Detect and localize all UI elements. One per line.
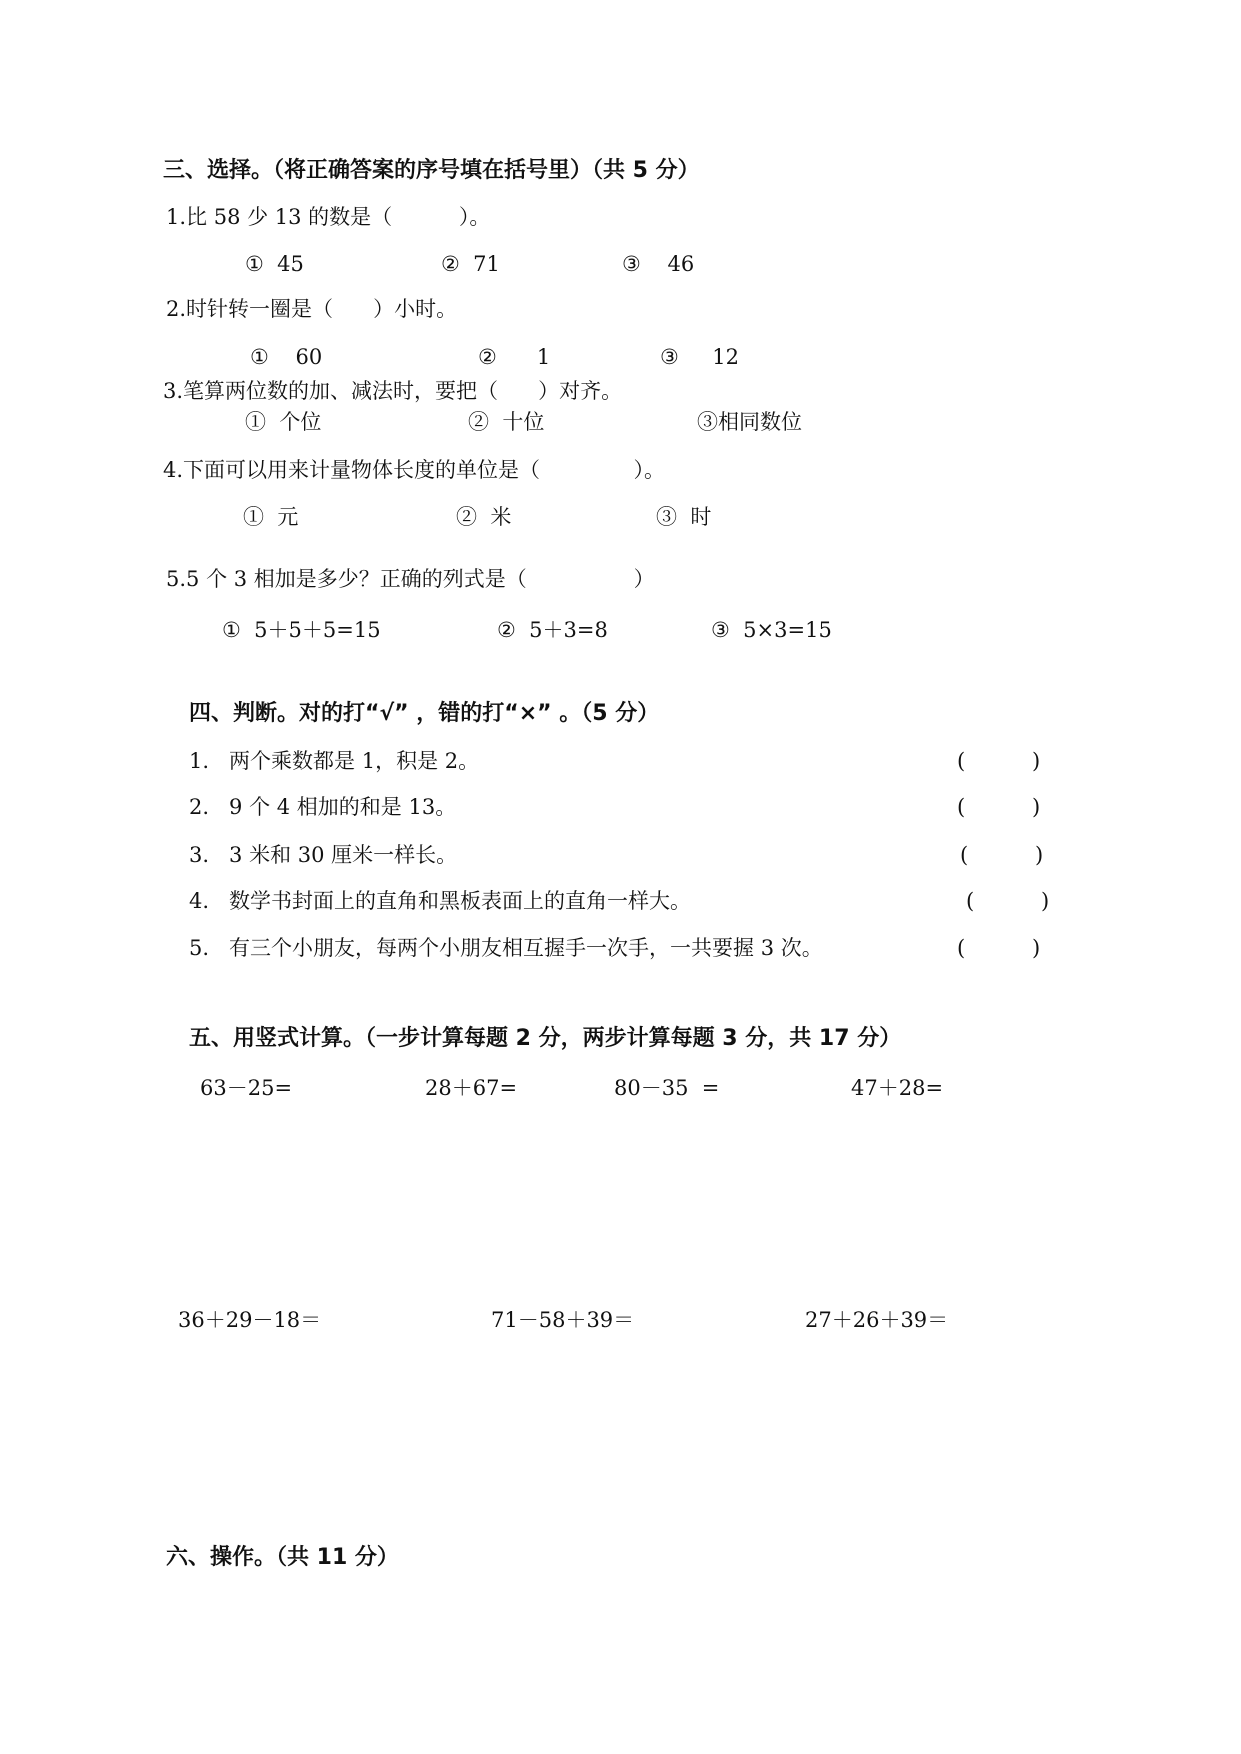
q1-option-2: ② 71 bbox=[441, 252, 500, 276]
judge-blank-3: ( ) bbox=[960, 843, 1044, 867]
question-4: 4.下面可以用来计量物体长度的单位是（ ）。 bbox=[163, 458, 665, 482]
section5-title: 五、用竖式计算。（一步计算每题 2 分，两步计算每题 3 分，共 17 分） bbox=[189, 1026, 902, 1051]
section4-title: 四、判断。对的打“√” ，错的打“×” 。（5 分） bbox=[189, 701, 660, 726]
q4-option-2: ② 米 bbox=[456, 505, 512, 529]
section6-title: 六、操作。（共 11 分） bbox=[166, 1545, 399, 1570]
judge-blank-1: ( ) bbox=[957, 749, 1041, 773]
q2-option-2: ② 1 bbox=[478, 345, 551, 369]
question-1: 1.比 58 少 13 的数是（ ）。 bbox=[166, 205, 491, 229]
judge-item-5: 5. 有三个小朋友，每两个小朋友相互握手一次手，一共要握 3 次。 bbox=[189, 936, 823, 960]
judge-blank-4: ( ) bbox=[966, 889, 1050, 913]
calc-3: 80－35 = bbox=[614, 1076, 720, 1100]
calc-6: 71－58＋39＝ bbox=[491, 1308, 635, 1332]
q3-option-3: ③相同数位 bbox=[697, 410, 802, 434]
judge-blank-5: ( ) bbox=[957, 936, 1041, 960]
calc-4: 47＋28= bbox=[851, 1076, 944, 1100]
q4-option-1: ① 元 bbox=[243, 505, 299, 529]
calc-7: 27＋26＋39＝ bbox=[805, 1308, 949, 1332]
question-5: 5.5 个 3 相加是多少？正确的列式是（ ） bbox=[166, 567, 655, 591]
q3-option-2: ② 十位 bbox=[468, 410, 545, 434]
calc-1: 63－25= bbox=[200, 1076, 293, 1100]
judge-item-2: 2. 9 个 4 相加的和是 13。 bbox=[189, 795, 457, 819]
question-2: 2.时针转一圈是（ ）小时。 bbox=[166, 297, 458, 321]
q3-option-1: ① 个位 bbox=[245, 410, 322, 434]
question-3: 3.笔算两位数的加、减法时，要把（ ）对齐。 bbox=[163, 379, 623, 403]
q4-option-3: ③ 时 bbox=[656, 505, 712, 529]
q5-option-3: ③ 5×3=15 bbox=[711, 618, 832, 642]
q5-option-1: ① 5＋5＋5=15 bbox=[222, 618, 381, 642]
q2-option-1: ① 60 bbox=[250, 345, 323, 369]
judge-item-3: 3. 3 米和 30 厘米一样长。 bbox=[189, 843, 458, 867]
judge-item-4: 4. 数学书封面上的直角和黑板表面上的直角一样大。 bbox=[189, 889, 692, 913]
calc-2: 28＋67= bbox=[425, 1076, 518, 1100]
q2-option-3: ③ 12 bbox=[660, 345, 739, 369]
judge-item-1: 1. 两个乘数都是 1，积是 2。 bbox=[189, 749, 480, 773]
q1-option-1: ① 45 bbox=[245, 252, 304, 276]
calc-5: 36＋29－18＝ bbox=[178, 1308, 322, 1332]
section3-title: 三、选择。（将正确答案的序号填在括号里）（共 5 分） bbox=[163, 158, 700, 183]
q5-option-2: ② 5＋3=8 bbox=[497, 618, 608, 642]
judge-blank-2: ( ) bbox=[957, 795, 1041, 819]
q1-option-3: ③ 46 bbox=[622, 252, 695, 276]
